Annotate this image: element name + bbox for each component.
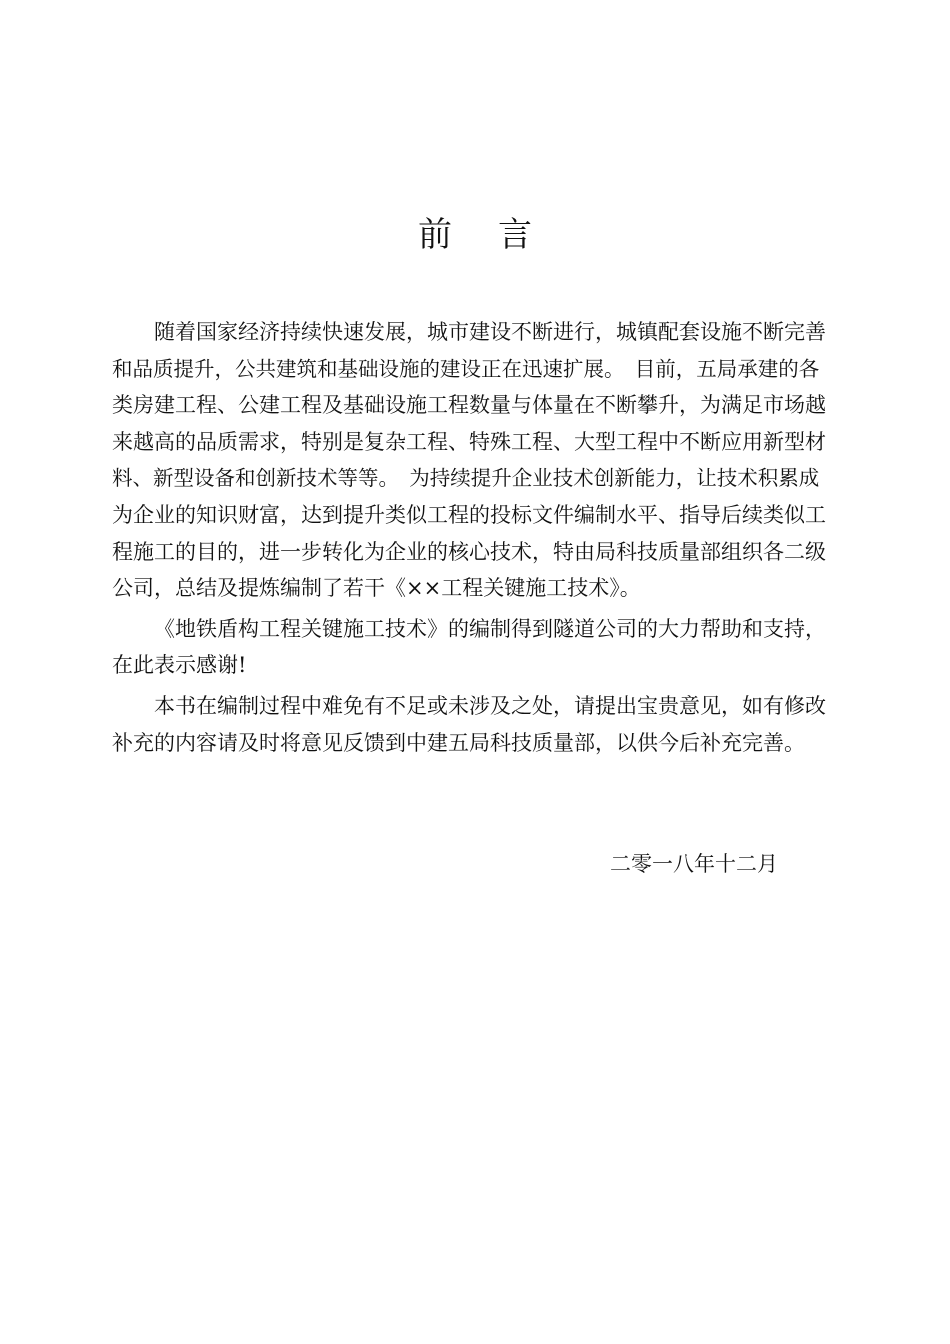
paragraph-line: 为企业的知识财富，达到提升类似工程的投标文件编制水平、指导后续类似工: [112, 502, 826, 527]
signature-date: 二零一八年十二月: [610, 852, 778, 876]
paragraph-line: 随着国家经济持续快速发展，城市建设不断进行，城镇配套设施不断完善: [154, 320, 826, 344]
paragraph-line: 本书在编制过程中难免有不足或未涉及之处，请提出宝贵意见，如有修改: [154, 693, 826, 718]
title-char-2: 言: [498, 215, 532, 255]
paragraph-line: 补充的内容请及时将意见反馈到中建五局科技质量部，以供今后补充完善。: [112, 730, 805, 755]
paragraph-line: 料、新型设备和创新技术等等。 为持续提升企业技术创新能力，让技术积累成: [112, 466, 820, 491]
title-char-1: 前: [418, 215, 452, 255]
page-title: [0, 208, 950, 262]
paragraph-line: 《地铁盾构工程关键施工技术》的编制得到隧道公司的大力帮助和支持，: [154, 616, 826, 641]
body-text: [112, 314, 830, 761]
paragraph-line: 程施工的目的，进一步转化为企业的核心技术，特由局科技质量部组织各二级: [112, 539, 826, 564]
paragraph-line: 来越高的品质需求，特别是复杂工程、特殊工程、大型工程中不断应用新型材: [112, 429, 826, 454]
paragraph-1: [112, 314, 830, 607]
paragraph-2: [112, 611, 830, 684]
paragraph-line: 在此表示感谢!: [112, 653, 247, 678]
paragraph-line: 类房建工程、公建工程及基础设施工程数量与体量在不断攀升，为满足市场越: [112, 393, 826, 418]
paragraph-line: 和品质提升，公共建筑和基础设施的建设正在迅速扩展。 目前，五局承建的各: [112, 356, 820, 381]
paragraph-3: [112, 688, 830, 761]
paragraph-line: 公司，总结及提炼编制了若干《××工程关键施工技术》。: [112, 576, 641, 601]
